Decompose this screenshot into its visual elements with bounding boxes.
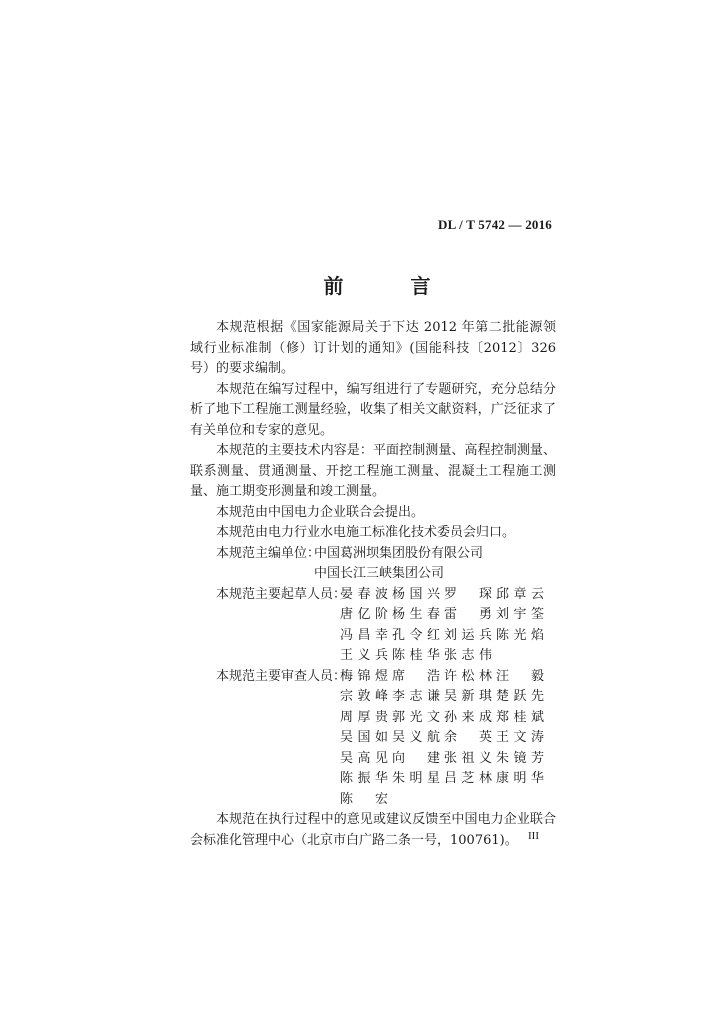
person-name: 陈桂华 [392,648,440,663]
name-row [190,749,556,770]
person-name: 余 英 [444,730,492,745]
paragraph: 本规范根据《国家能源局关于下达 2012 年第二批能源领域行业标准制（修）订计划的通知》(国能科技〔2012〕326 号）的要求编制。 [190,320,556,376]
person-name: 刘运兵 [444,627,492,643]
person-name: 吴义航 [392,730,440,745]
person-name: 许松林 [444,668,492,684]
person-name: 康明华 [496,771,544,786]
name-row [190,769,556,790]
person-name: 晏春波 [340,586,388,602]
person-name: 陈光焰 [496,627,544,643]
person-name: 梅锦煜 [340,668,388,684]
person-name: 周厚贵 [340,709,388,725]
editor-unit-row [190,564,556,585]
name-row [190,605,556,626]
reviewers-label: 本规范主要审查人员： [216,668,347,684]
paragraph: 本规范由电力行业水电施工标准化技术委员会归口。 [216,525,516,540]
person-name: 王文涛 [496,730,544,745]
person-name: 楚跃先 [496,689,544,704]
name-row [190,626,556,647]
name-row [190,687,556,708]
person-name: 陈振华 [340,771,388,786]
person-name: 李志谦 [392,689,440,704]
name-row [190,585,556,606]
paragraph: 本规范由中国电力企业联合会提出。 [216,504,425,520]
person-name: 席 浩 [392,668,440,684]
person-name: 刘宇筌 [496,607,544,622]
person-name: 罗 琛 [444,586,492,602]
person-name: 唐亿阶 [340,607,388,622]
name-row [190,708,556,729]
person-name: 吴新琪 [444,689,492,704]
name-row [190,667,556,688]
editor-unit: 中国葛洲坝集团股份有限公司 [314,545,484,561]
person-name: 张祖义 [444,750,492,766]
person-name: 冯昌幸 [340,627,388,643]
person-name: 杨生春 [392,607,440,622]
name-row [190,790,556,811]
person-name: 王义兵 [340,648,388,663]
reviewers-list [190,667,556,811]
page-title: 前 言 [323,274,461,298]
person-name: 朱镜芳 [496,750,544,766]
person-name: 陈 宏 [340,791,388,807]
person-name: 吴高见 [340,750,388,766]
person-name: 孔令红 [392,627,440,643]
person-name: 汪 毅 [496,668,544,684]
drafters-list [190,585,556,667]
closing-paragraph: 本规范在执行过程中的意见或建议反馈至中国电力企业联合会标准化管理中心（北京市白广路二条一号，100761)。 [190,812,556,848]
person-name: 宗敦峰 [340,689,388,704]
person-name: 向 建 [392,750,440,766]
paragraph: 本规范的主要技术内容是：平面控制测量、高程控制测量、联系测量、贯通测量、开挖工程施工测量、混凝土工程施工测量、施工期变形测量和竣工测量。 [190,443,556,499]
person-name: 郭光文 [392,709,440,725]
person-name: 张志伟 [444,648,492,663]
name-row [190,646,556,667]
editor-unit-row [190,544,556,565]
person-name: 孙来成 [444,709,492,725]
person-name: 杨国兴 [392,586,440,602]
paragraph: 本规范在编写过程中，编写组进行了专题研究，充分总结分析了地下工程施工测量经验，收集了相关文献资料，广泛征求了有关单位和专家的意见。 [190,381,556,438]
person-name: 朱明星 [392,771,440,786]
page-number: III [528,830,539,842]
person-name: 吴国如 [340,730,388,745]
person-name: 邱章云 [496,586,544,602]
person-name: 郑桂斌 [496,709,544,725]
editor-label: 本规范主编单位： [216,545,321,561]
person-name: 雷 勇 [444,607,492,622]
preface-content [190,318,556,851]
person-name: 吕芝林 [444,771,492,786]
document-code: DL / T 5742 — 2016 [437,217,552,232]
name-row [190,728,556,749]
editor-unit: 中国长江三峡集团公司 [314,566,445,581]
drafters-label: 本规范主要起草人员： [216,586,347,602]
